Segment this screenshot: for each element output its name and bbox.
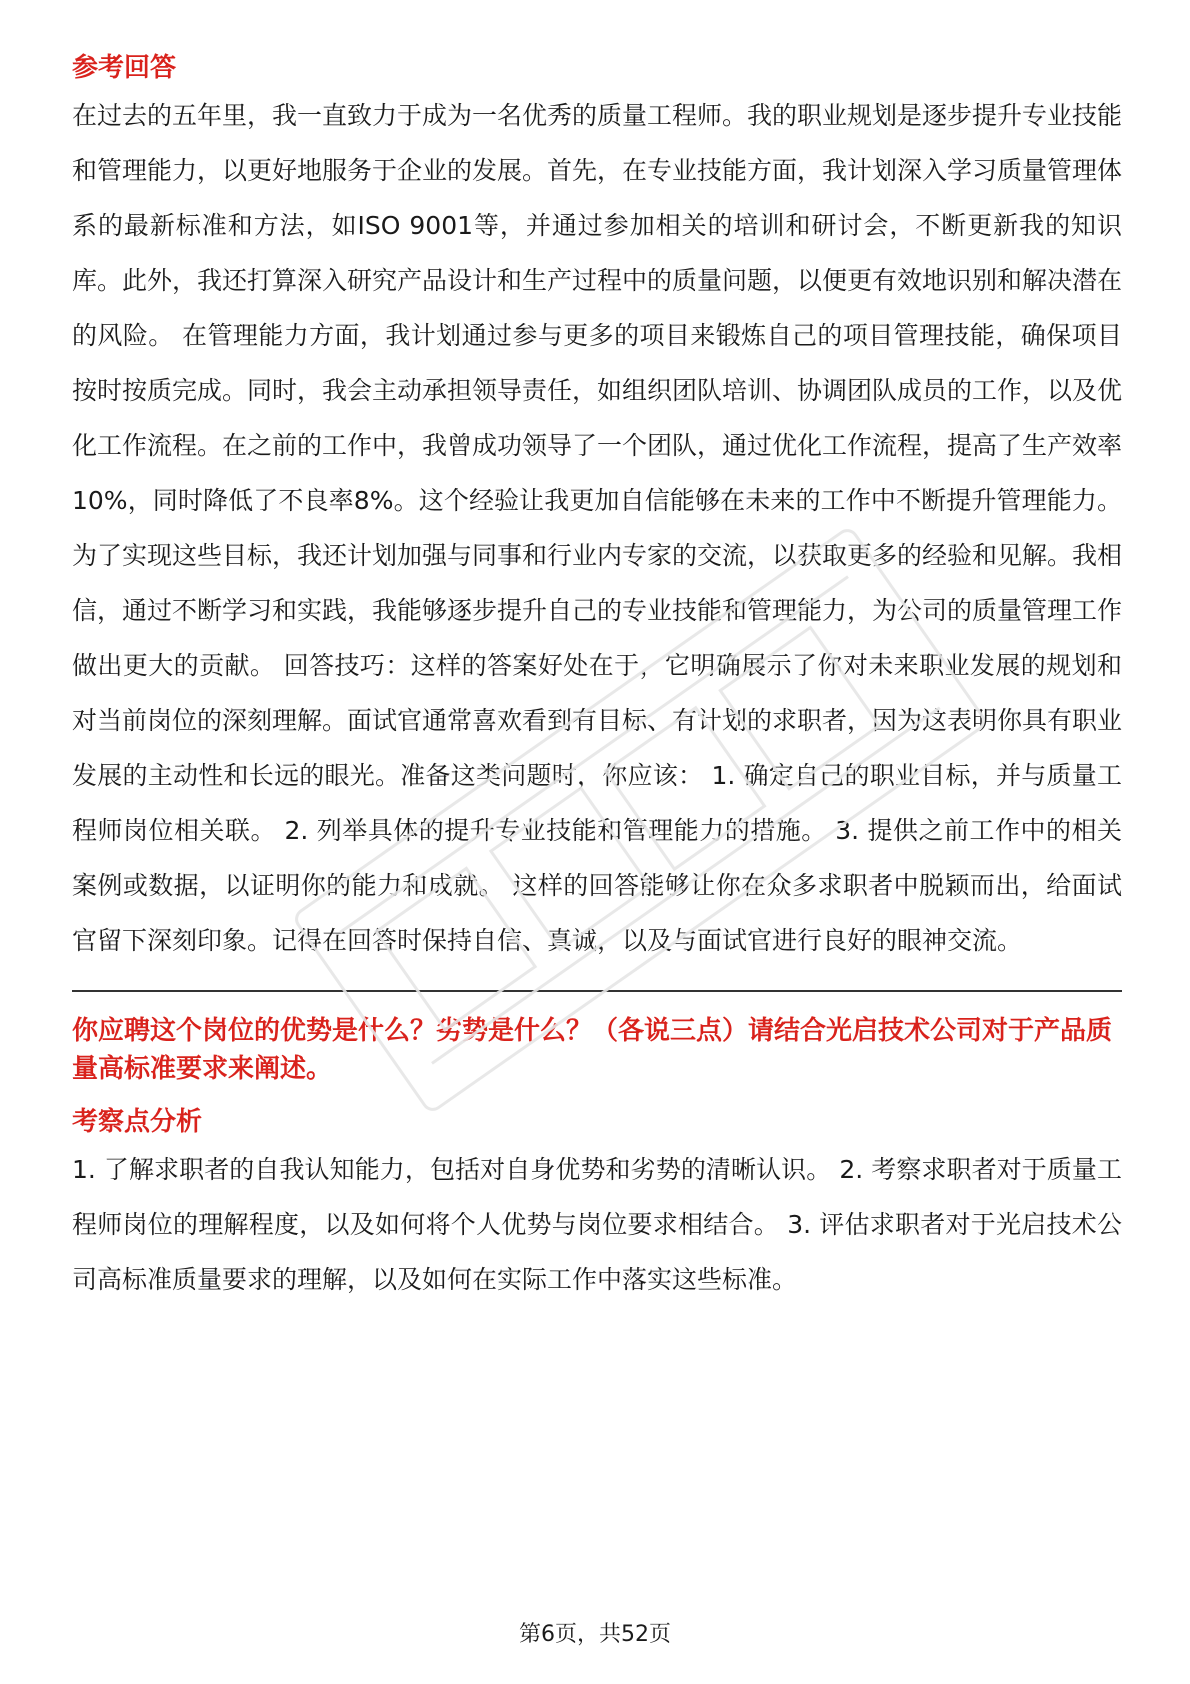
section-divider — [72, 990, 1122, 992]
analysis-text: 1. 了解求职者的自我认知能力，包括对自身优势和劣势的清晰认识。 2. 考察求职者对于质量工程师岗位的理解程度，以及如何将个人优势与岗位要求相结合。 3. 评估求职者对于光启技术公司高标准质量要求的理解，以及如何在实际工作中落实这些标准。 — [72, 1155, 1122, 1294]
question-title: 你应聘这个岗位的优势是什么？劣势是什么？（各说三点）请结合光启技术公司对于产品质量高标准要求来阐述。 — [72, 1016, 1113, 1084]
page-footer: 第6页，共52页 — [519, 1622, 671, 1647]
answer-heading: 参考回答 — [72, 53, 177, 83]
document-page — [72, 48, 1122, 1307]
answer-text: 在过去的五年里，我一直致力于成为一名优秀的质量工程师。我的职业规划是逐步提升专业技能和管理能力，以更好地服务于企业的发展。首先，在专业技能方面，我计划深入学习质量管理体系的最新标准和方法，如ISO 9001等，并通过参加相关的培训和研讨会，不断更新我的知识库。此外，我还打算深入研究产品设计和生产过程中的质量问题，以便更有效地识别和解决潜在的风险。 在管理能力方面，我计划通过参与更多的项目来锻炼自己的项目管理技能，确保项目按时按质完成。同时，我会主动承担领导责任，如组织团队培训、协调团队成员的工作，以及优化工作流程。在之前的工作中，我曾成功领导了一个团队，通过优化工作流程，提高了生产效率10%，同时降低了不良率8%。这个经验让我更加自信能够在未来的工作中不断提升管理能力。 为了实现这些目标，我还计划加强与同事和行业内专家的交流，以获取更多的经验和见解。我相信，通过不断学习和实践，我能够逐步提升自己的专业技能和管理能力，为公司的质量管理工作做出更大的贡献。 回答技巧：这样的答案好处在于，它明确展示了你对未来职业发展的规划和对当前岗位的深刻理解。面试官通常喜欢看到有目标、有计划的求职者，因为这表明你具有职业发展的主动性和长远的眼光。准备这类问题时，你应该： 1. 确定自己的职业目标，并与质量工程师岗位相关联。 2. 列举具体的提升专业技能和管理能力的措施。 3. 提供之前工作中的相关案例或数据，以证明你的能力和成就。 这样的回答能够让你在众多求职者中脱颖而出，给面试官留下深刻印象。记得在回答时保持自信、真诚，以及与面试官进行良好的眼神交流。 — [72, 101, 1123, 955]
analysis-heading: 考察点分析 — [72, 1107, 203, 1137]
